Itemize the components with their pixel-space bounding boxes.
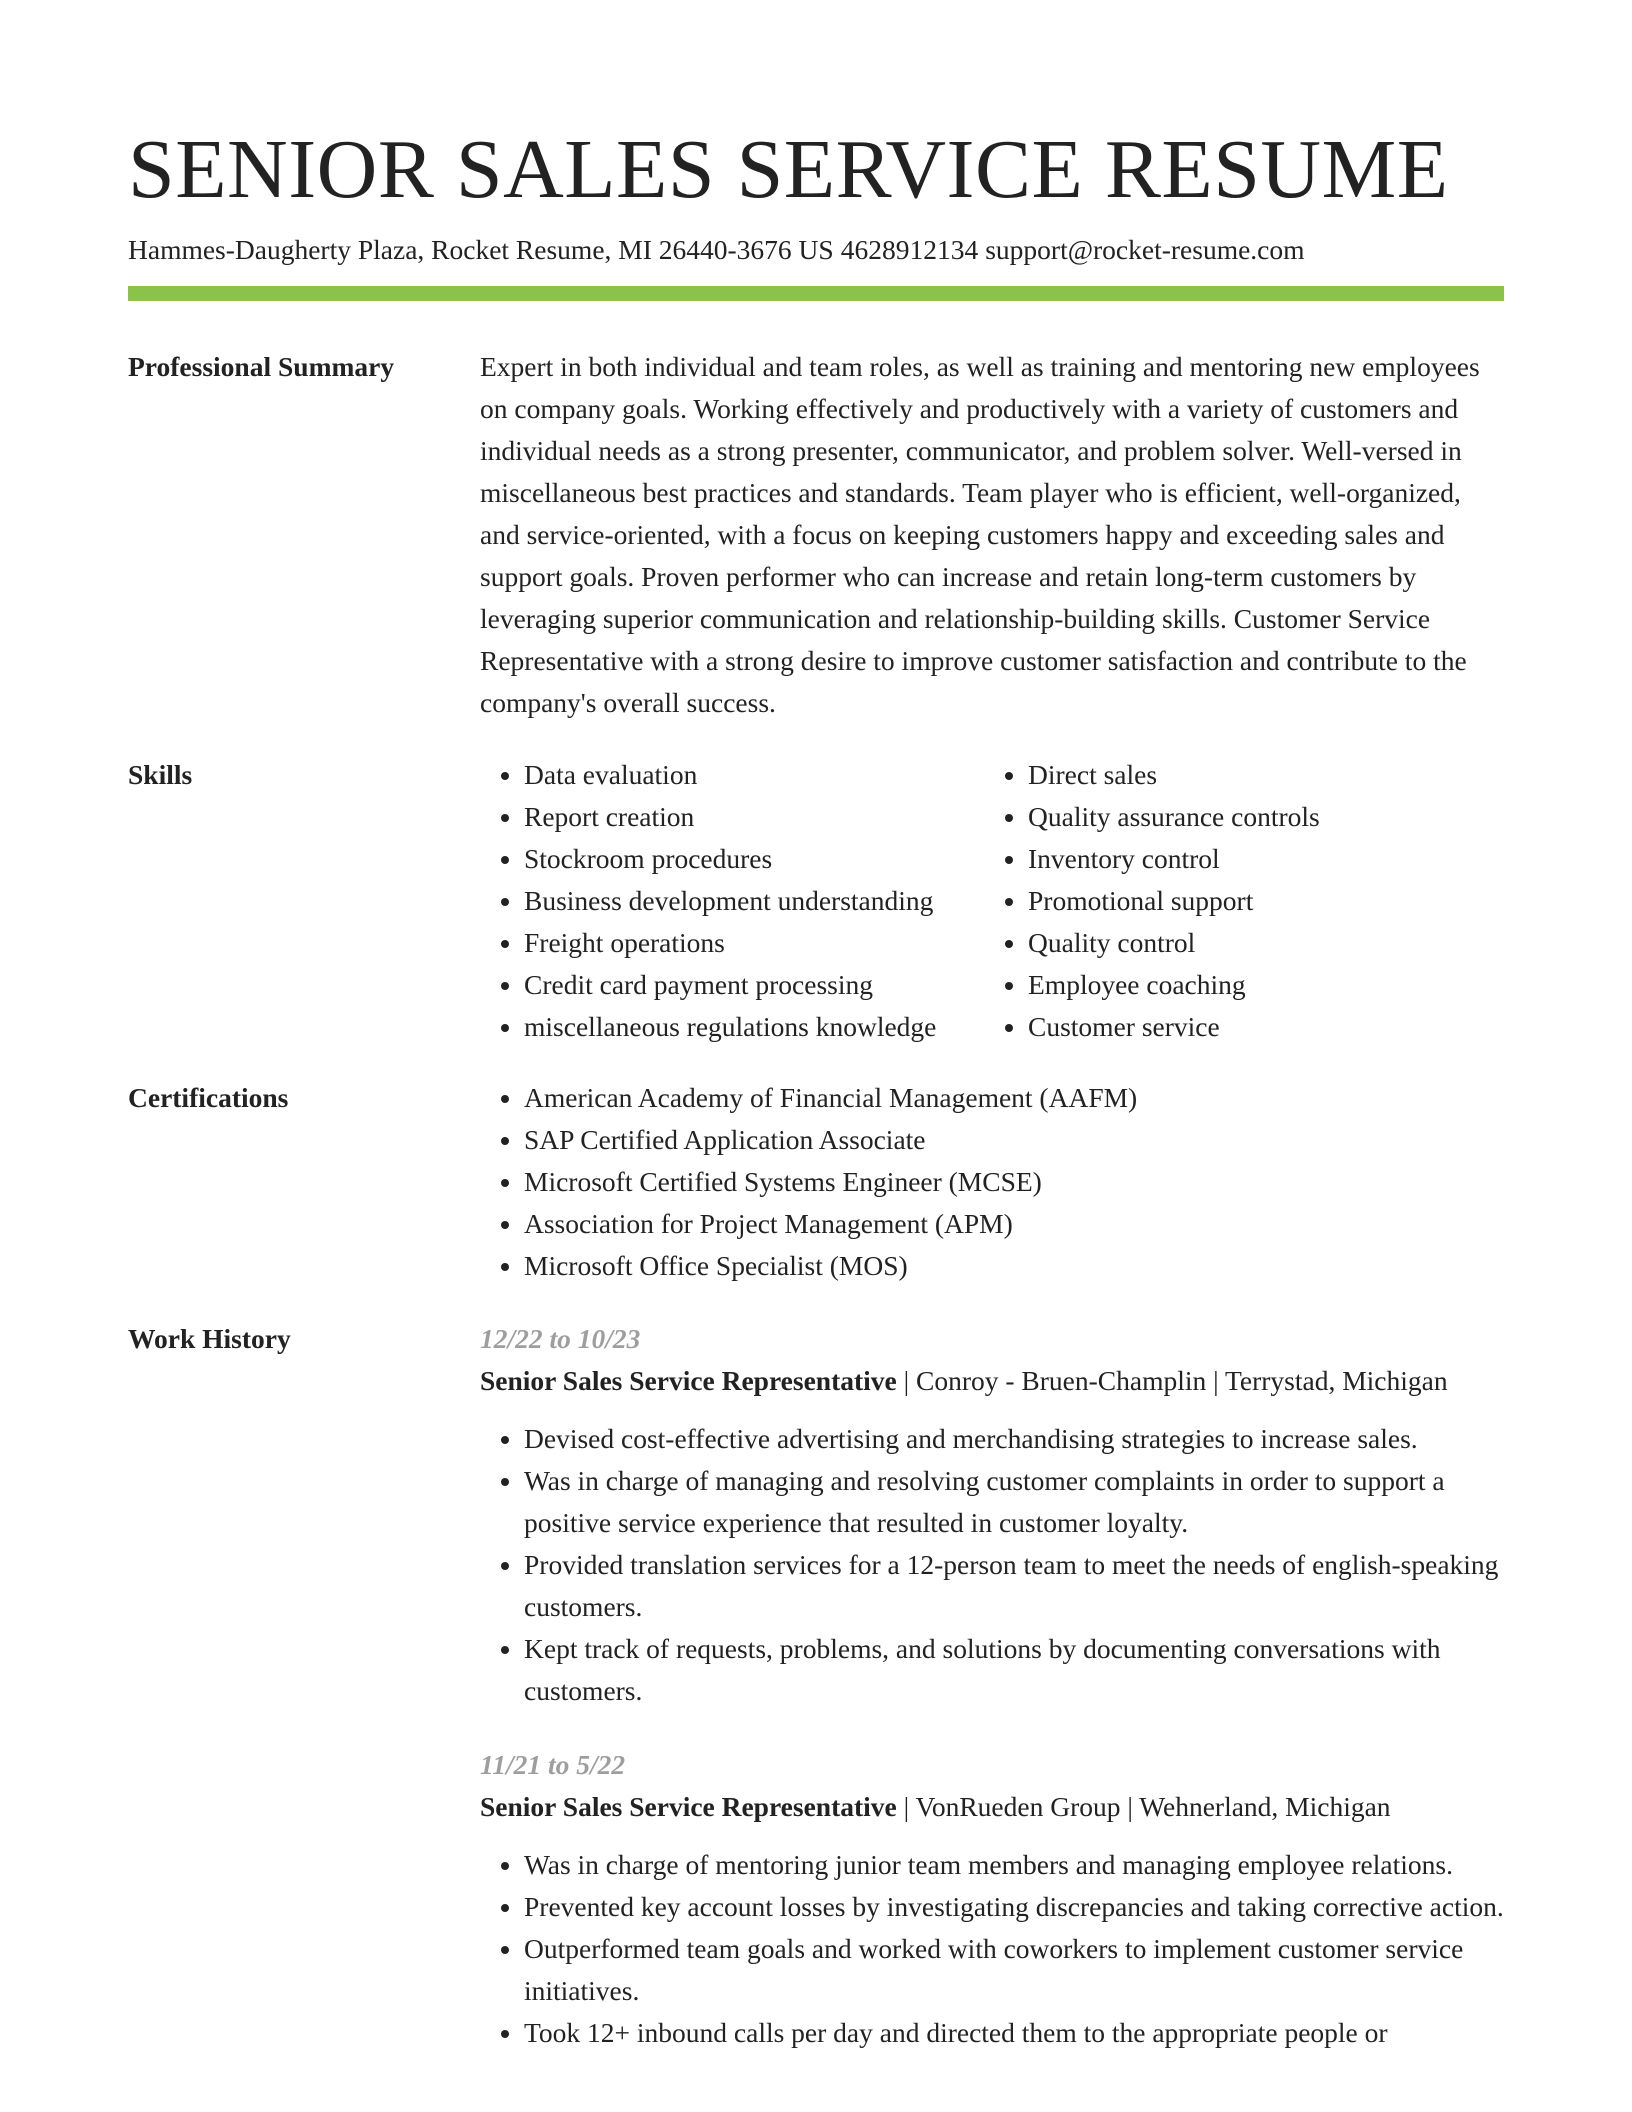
skill-item: • Employee coaching [1028, 964, 1488, 1006]
skill-item: • Customer service [1028, 1006, 1488, 1048]
job-bullet: • Provided translation services for a 12-person team to meet the needs of english-speaking customers. [524, 1544, 1504, 1628]
skill-item: • Data evaluation [524, 754, 984, 796]
job-heading [480, 1360, 1504, 1402]
certification-item: • Microsoft Office Specialist (MOS) [524, 1245, 1504, 1287]
certifications-label: Certifications [128, 1082, 289, 1113]
summary-label: Professional Summary [128, 351, 395, 382]
contact-phone: 4628912134 [840, 234, 979, 265]
work-history-label: Work History [128, 1323, 291, 1354]
job-bullet: • Outperformed team goals and worked with coworkers to implement customer service initiatives. [524, 1928, 1504, 2012]
skill-item: • Business development understanding [524, 880, 984, 922]
page-title: SENIOR SALES SERVICE RESUME [128, 123, 1449, 216]
skill-item: • Direct sales [1028, 754, 1488, 796]
job-bullet: • Was in charge of managing and resolving customer complaints in order to support a positive service experience that resulted in customer loyalty. [524, 1460, 1504, 1544]
skill-item: • Promotional support [1028, 880, 1488, 922]
certifications-body [480, 1077, 1504, 1287]
work-history-body [480, 1318, 1504, 2086]
job-bullets [480, 1844, 1504, 2054]
job-details: | Conroy - Bruen-Champlin | Terrystad, Michigan [896, 1365, 1448, 1396]
skills-body [480, 754, 1504, 1048]
skill-item: • Credit card payment processing [524, 964, 984, 1006]
job-bullet: • Kept track of requests, problems, and solutions by documenting conversations with customers. [524, 1628, 1504, 1712]
summary-body [480, 346, 1504, 724]
job-bullet: • Devised cost-effective advertising and merchandising strategies to increase sales. [524, 1418, 1504, 1460]
skill-item: • Quality assurance controls [1028, 796, 1488, 838]
certification-item: • Microsoft Certified Systems Engineer (MCSE) [524, 1161, 1504, 1203]
job-details: | VonRueden Group | Wehnerland, Michigan [896, 1791, 1391, 1822]
skill-item: • Quality control [1028, 922, 1488, 964]
contact-line [128, 232, 1305, 268]
job-dates: 11/21 to 5/22 [480, 1749, 626, 1780]
header-divider [128, 286, 1504, 301]
certifications-list [480, 1077, 1504, 1287]
job-entry [480, 1744, 1504, 2054]
summary-text: Expert in both individual and team roles, as well as training and mentoring new employees on company goals. Working effectively and productively with a variety of customers and individual needs as a strong presenter, communicator, and problem solver. Well-versed in miscellaneous best practices and standards. Team player who is efficient, well-organized, and service-oriented, with a focus on keeping customers happy and exceeding sales and support goals. Proven performer who can increase and retain long-term customers by leveraging superior communication and relationship-building skills. Customer Service Representative with a strong desire to improve customer satisfaction and contribute to the company's overall success. [480, 351, 1480, 718]
skills-list-left [480, 754, 984, 1048]
job-bullet: • Took 12+ inbound calls per day and directed them to the appropriate people or [524, 2012, 1504, 2054]
skills-label: Skills [128, 759, 193, 790]
contact-address: Hammes-Daugherty Plaza, Rocket Resume, MI 26440-3676 US [128, 234, 834, 265]
skill-item: • Stockroom procedures [524, 838, 984, 880]
certification-item: • SAP Certified Application Associate [524, 1119, 1504, 1161]
job-bullets [480, 1418, 1504, 1712]
job-bullet: • Prevented key account losses by investigating discrepancies and taking corrective action. [524, 1886, 1504, 1928]
skill-item: • Report creation [524, 796, 984, 838]
certification-item: • American Academy of Financial Management (AAFM) [524, 1077, 1504, 1119]
job-entry [480, 1318, 1504, 1712]
skills-list-right [984, 754, 1488, 1048]
skill-item: • Inventory control [1028, 838, 1488, 880]
job-bullet: • Was in charge of mentoring junior team members and managing employee relations. [524, 1844, 1504, 1886]
job-role: Senior Sales Service Representative [480, 1365, 897, 1396]
job-heading [480, 1786, 1504, 1828]
contact-email: support@rocket-resume.com [985, 234, 1305, 265]
certification-item: • Association for Project Management (APM) [524, 1203, 1504, 1245]
skill-item: • miscellaneous regulations knowledge [524, 1006, 984, 1048]
job-dates: 12/22 to 10/23 [480, 1323, 641, 1354]
job-role: Senior Sales Service Representative [480, 1791, 897, 1822]
skill-item: • Freight operations [524, 922, 984, 964]
